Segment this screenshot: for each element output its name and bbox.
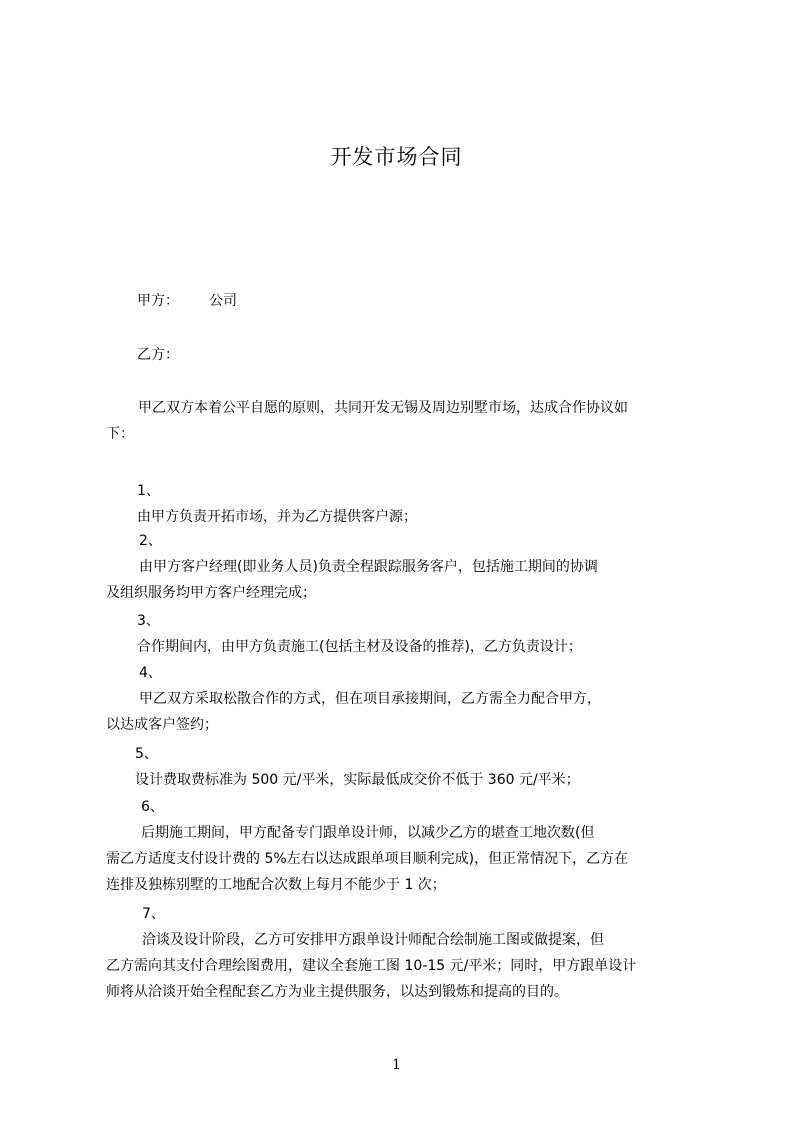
page-number: 1 [392,1057,401,1073]
clause-text: 及组织服务均甲方客户经理完成； [106,585,316,601]
clause-text: 连排及独栋别墅的工地配合次数上每月不能少于 1 次； [106,877,446,893]
intro-paragraph [106,395,706,447]
clause-number: 5、 [135,746,158,762]
clause-text: 师将从洽谈开始全程配套乙方为业主提供服务，以达到锻炼和提高的目的。 [106,984,568,1000]
clause-text: 后期施工期间，甲方配备专门跟单设计师，以减少乙方的堪查工地次数(但 [141,825,595,841]
clause-text: 由甲方客户经理(即业务人员)负责全程跟踪服务客户，包括施工期间的协调 [139,559,598,575]
clause-7 [106,901,706,1005]
clause-3 [106,608,706,660]
clause-number: 6、 [141,799,164,815]
clause-text: 合作期间内，由甲方负责施工(包括主材及设备的推荐)，乙方负责设计； [137,639,582,655]
clause-5 [106,741,706,793]
clause-6 [106,794,706,898]
party-b-label: 乙方： [137,347,179,363]
party-a-line [137,291,237,311]
clause-number: 4、 [139,665,162,681]
intro-line: 甲乙双方本着公平自愿的原则，共同开发无锡及周边别墅市场，达成合作协议如 [138,400,628,416]
clause-2 [106,528,706,606]
party-a-label: 甲方： [137,293,179,309]
clause-1 [106,478,706,530]
clause-number: 7、 [142,906,165,922]
clause-text: 以达成客户签约； [106,717,218,733]
intro-line: 下： [106,426,134,442]
party-a-value: 公司 [209,293,237,309]
clause-text: 需乙方适度支付设计费的 5%左右以达成跟单项目顺利完成)，但正常情况下，乙方在 [106,851,629,867]
clause-text: 甲乙双方采取松散合作的方式，但在项目承接期间，乙方需全力配合甲方， [139,691,601,707]
clause-text: 洽谈及设计阶段，乙方可安排甲方跟单设计师配合绘制施工图或做提案，但 [142,932,604,948]
clause-number: 3、 [137,613,160,629]
party-b-line [137,345,179,365]
clause-number: 2、 [139,533,162,549]
clause-text: 乙方需向其支付合理绘图费用，建议全套施工图 10-15 元/平米；同时，甲方跟单设计 [106,958,637,974]
clause-text: 由甲方负责开拓市场，并为乙方提供客户源； [137,509,417,525]
clause-4 [106,660,706,738]
document-title: 开发市场合同 [330,145,463,169]
clause-number: 1、 [137,483,160,499]
clause-text: 设计费取费标准为 500 元/平米，实际最低成交价不低于 360 元/平米； [135,772,580,788]
